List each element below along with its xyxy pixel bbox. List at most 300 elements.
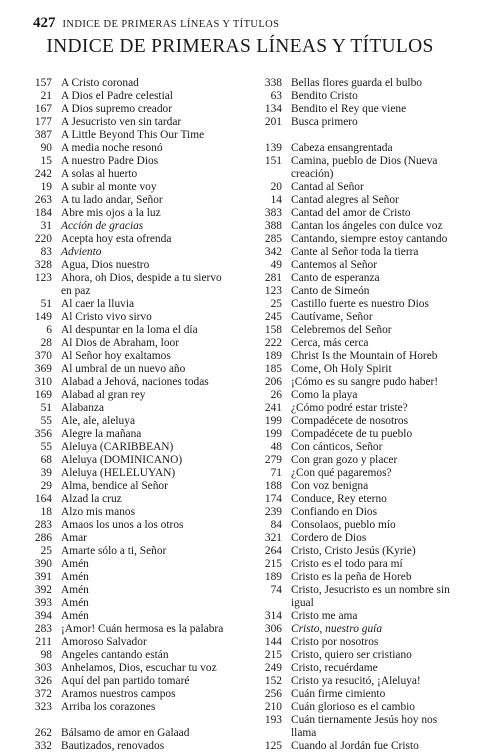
hymn-title: Con gran gozo y placer xyxy=(291,454,398,466)
hymn-title: Alma, bendice al Señor xyxy=(61,480,168,492)
hymn-title: Cristo me ama xyxy=(291,610,358,622)
index-entry xyxy=(252,519,477,532)
index-entry xyxy=(30,285,245,298)
index-entry xyxy=(252,506,477,519)
hymn-title: Cordero de Dios xyxy=(291,532,367,544)
index-entry xyxy=(30,532,245,545)
hymn-title: Aleluya (CARIBBEAN) xyxy=(61,441,174,453)
index-entry xyxy=(252,363,477,376)
index-entry xyxy=(252,584,477,597)
hymn-number: 51 xyxy=(40,298,52,310)
hymn-number: 39 xyxy=(40,467,52,479)
hymn-number: 19 xyxy=(40,181,52,193)
hymn-title: Bautizados, renovados xyxy=(61,740,165,752)
hymn-number: 306 xyxy=(264,623,282,635)
index-column-left xyxy=(30,77,245,753)
hymn-number: 71 xyxy=(270,467,282,479)
hymn-title: Al caer la lluvia xyxy=(61,298,135,310)
hymn-number: 342 xyxy=(264,246,282,258)
hymn-number: 25 xyxy=(40,545,52,557)
hymn-number: 372 xyxy=(34,688,52,700)
index-entry xyxy=(252,116,477,129)
hymn-title: Amaos los unos a los otros xyxy=(61,519,184,531)
hymn-title: Alabanza xyxy=(61,402,105,414)
index-entry xyxy=(252,675,477,688)
index-column-right xyxy=(252,77,477,753)
index-entry xyxy=(252,220,477,233)
hymn-number: 6 xyxy=(46,324,52,336)
hymn-title: ¿Con qué pagaremos? xyxy=(291,467,392,479)
hymn-title: Al Cristo vivo sirvo xyxy=(61,311,152,323)
hymn-title: Aleluya (DOMINICANO) xyxy=(61,454,183,466)
index-entry xyxy=(252,155,477,168)
index-entry xyxy=(30,415,245,428)
hymn-title: Cuán glorioso es el cambio xyxy=(291,701,416,713)
index-entry xyxy=(30,233,245,246)
hymn-title: creación) xyxy=(291,168,334,180)
hymn-number: 152 xyxy=(264,675,282,687)
index-entry xyxy=(30,402,245,415)
hymn-number: 98 xyxy=(40,649,52,661)
index-entry xyxy=(30,662,245,675)
hymn-title: Ale, ale, aleluya xyxy=(61,415,136,427)
hymn-number: 392 xyxy=(34,584,52,596)
hymn-title: A Dios supremo creador xyxy=(61,103,173,115)
index-entry xyxy=(252,259,477,272)
index-entry xyxy=(252,441,477,454)
index-entry xyxy=(30,363,245,376)
index-entry xyxy=(252,701,477,714)
index-entry xyxy=(30,194,245,207)
hymn-number: 239 xyxy=(264,506,282,518)
index-entry xyxy=(252,610,477,623)
hymn-title: A Jesucristo ven sin tardar xyxy=(61,116,182,128)
hymn-title: Amén xyxy=(61,597,89,609)
hymn-title: Con cánticos, Señor xyxy=(291,441,383,453)
index-entry xyxy=(30,740,245,753)
index-entry xyxy=(252,623,477,636)
index-entry xyxy=(252,233,477,246)
section-gap xyxy=(252,129,477,142)
index-entry xyxy=(30,506,245,519)
hymn-number: 26 xyxy=(270,389,282,401)
hymn-title: Cristo, nuestro guía xyxy=(291,623,383,635)
index-entry xyxy=(30,623,245,636)
index-entry xyxy=(30,116,245,129)
hymn-title: Amén xyxy=(61,571,89,583)
index-entry xyxy=(30,298,245,311)
hymn-number: 25 xyxy=(270,298,282,310)
index-entry xyxy=(252,428,477,441)
hymn-title: Al Señor hoy exaltamos xyxy=(61,350,171,362)
hymn-title: Con voz benigna xyxy=(291,480,369,492)
hymn-title: Confiando en Dios xyxy=(291,506,378,518)
index-entry xyxy=(252,714,477,727)
hymn-number: 164 xyxy=(34,493,52,505)
hymn-number: 68 xyxy=(40,454,52,466)
hymn-number: 390 xyxy=(34,558,52,570)
hymn-number: 391 xyxy=(34,571,52,583)
hymn-title: Acepta hoy esta ofrenda xyxy=(61,233,172,245)
hymn-number: 211 xyxy=(35,636,52,648)
hymn-title: Cantad al Señor xyxy=(291,181,364,193)
hymn-title: Al despuntar en la loma el día xyxy=(61,324,198,336)
hymn-title: A Dios el Padre celestial xyxy=(61,90,173,102)
hymn-number: 241 xyxy=(264,402,282,414)
index-entry xyxy=(252,194,477,207)
index-entry xyxy=(252,558,477,571)
hymn-number: 83 xyxy=(40,246,52,258)
hymn-number: 151 xyxy=(264,155,282,167)
hymn-title: igual xyxy=(291,597,314,609)
index-entry xyxy=(252,207,477,220)
hymn-title: Cuando al Jordán fue Cristo xyxy=(291,740,419,752)
hymn-title: Cantando, siempre estoy cantando xyxy=(291,233,448,245)
index-entry xyxy=(252,311,477,324)
index-entry xyxy=(30,441,245,454)
hymn-title: Bendito el Rey que viene xyxy=(291,103,407,115)
index-entry xyxy=(30,701,245,714)
hymn-number: 262 xyxy=(34,727,52,739)
index-entry xyxy=(30,181,245,194)
hymn-number: 328 xyxy=(34,259,52,271)
hymn-number: 167 xyxy=(34,103,52,115)
hymn-number: 20 xyxy=(270,181,282,193)
hymn-number: 249 xyxy=(264,662,282,674)
index-entry xyxy=(30,350,245,363)
hymn-number: 18 xyxy=(40,506,52,518)
hymn-title: Alzad la cruz xyxy=(61,493,122,505)
hymn-title: Aleluya (HELELUYAN) xyxy=(61,467,176,479)
hymn-title: Al Dios de Abraham, loor xyxy=(61,337,179,349)
index-entry xyxy=(252,740,477,753)
index-entry xyxy=(252,688,477,701)
index-entry xyxy=(30,675,245,688)
hymn-number: 263 xyxy=(34,194,52,206)
hymn-number: 215 xyxy=(264,649,282,661)
hymn-title: Arriba los corazones xyxy=(61,701,156,713)
hymn-number: 188 xyxy=(264,480,282,492)
hymn-title: A nuestro Padre Dios xyxy=(61,155,159,167)
hymn-title: Camina, pueblo de Dios (Nueva xyxy=(291,155,438,167)
hymn-title: ¿Cómo podré estar triste? xyxy=(291,402,408,414)
hymn-title: Consolaos, pueblo mío xyxy=(291,519,396,531)
hymn-number: 55 xyxy=(40,441,52,453)
index-entry xyxy=(252,376,477,389)
hymn-title: Bendito Cristo xyxy=(291,90,358,102)
hymn-title: A media noche resonó xyxy=(61,142,163,154)
hymn-title: Castillo fuerte es nuestro Dios xyxy=(291,298,429,310)
hymn-title: Amar xyxy=(61,532,87,544)
index-entry xyxy=(30,610,245,623)
page-title: INDICE DE PRIMERAS LÍNEAS Y TÍTULOS xyxy=(46,36,434,57)
hymn-number: 29 xyxy=(40,480,52,492)
hymn-number: 28 xyxy=(40,337,52,349)
hymn-title: Canto de Simeón xyxy=(291,285,370,297)
hymn-title: Compadécete de nosotros xyxy=(291,415,409,427)
hymn-title: Alabad a Jehová, naciones todas xyxy=(61,376,209,388)
hymn-number: 139 xyxy=(264,142,282,154)
hymn-number: 123 xyxy=(264,285,282,297)
index-entry xyxy=(252,324,477,337)
index-entry xyxy=(30,389,245,402)
hymn-title: Celebremos del Señor xyxy=(291,324,392,336)
hymn-number: 222 xyxy=(264,337,282,349)
hymn-number: 169 xyxy=(34,389,52,401)
index-entry xyxy=(30,454,245,467)
hymn-number xyxy=(252,727,291,740)
hymn-number: 90 xyxy=(40,142,52,154)
hymn-title: Aquí del pan partido tomaré xyxy=(61,675,190,687)
hymn-number xyxy=(252,597,291,610)
hymn-title: A solas al huerto xyxy=(61,168,138,180)
hymn-title: Come, Oh Holy Spirit xyxy=(291,363,392,375)
index-entry xyxy=(30,220,245,233)
hymn-title: Bálsamo de amor en Galaad xyxy=(61,727,190,739)
hymn-number: 323 xyxy=(34,701,52,713)
hymn-number xyxy=(252,168,291,181)
index-entry xyxy=(30,428,245,441)
hymn-title: Amén xyxy=(61,558,89,570)
hymn-number: 369 xyxy=(34,363,52,375)
hymn-title: Alegre la mañana xyxy=(61,428,142,440)
index-entry xyxy=(30,467,245,480)
hymn-number: 286 xyxy=(34,532,52,544)
hymn-number: 84 xyxy=(270,519,282,531)
hymn-title: Aramos nuestros campos xyxy=(61,688,176,700)
hymn-number: 158 xyxy=(264,324,282,336)
hymn-title: Cristo por nosotros xyxy=(291,636,379,648)
hymn-number: 193 xyxy=(264,714,282,726)
hymn-title: Amén xyxy=(61,584,89,596)
index-entry xyxy=(252,350,477,363)
hymn-number: 356 xyxy=(34,428,52,440)
hymn-number: 51 xyxy=(40,402,52,414)
page-number: 427 xyxy=(33,15,56,31)
index-entry xyxy=(30,168,245,181)
index-entry xyxy=(30,90,245,103)
index-entry xyxy=(30,142,245,155)
index-entry xyxy=(30,636,245,649)
index-entry xyxy=(252,532,477,545)
hymn-title: Cristo ya resucitó, ¡Aleluya! xyxy=(291,675,421,687)
hymn-number: 74 xyxy=(270,584,282,596)
hymn-number: 256 xyxy=(264,688,282,700)
index-entry xyxy=(30,103,245,116)
hymn-number: 310 xyxy=(34,376,52,388)
hymn-title: Cristo es el todo para mí xyxy=(291,558,403,570)
hymn-number: 185 xyxy=(264,363,282,375)
hymn-title: Anhelamos, Dios, escuchar tu voz xyxy=(61,662,217,674)
index-entry xyxy=(252,103,477,116)
hymn-number: 321 xyxy=(264,532,282,544)
index-entry xyxy=(30,246,245,259)
index-entry xyxy=(30,545,245,558)
hymn-number: 177 xyxy=(34,116,52,128)
index-entry xyxy=(252,467,477,480)
hymn-title: ¡Amor! Cuán hermosa es la palabra xyxy=(61,623,224,635)
index-entry xyxy=(252,597,477,610)
hymn-number: 264 xyxy=(264,545,282,557)
hymn-number: 303 xyxy=(34,662,52,674)
hymn-number: 149 xyxy=(34,311,52,323)
index-entry xyxy=(30,688,245,701)
hymn-number: 279 xyxy=(264,454,282,466)
index-entry xyxy=(30,77,245,90)
index-entry xyxy=(30,480,245,493)
hymn-title: llama xyxy=(291,727,317,739)
hymn-number: 134 xyxy=(264,103,282,115)
hymn-title: Cantemos al Señor xyxy=(291,259,378,271)
hymn-number: 281 xyxy=(264,272,282,284)
index-entry xyxy=(252,272,477,285)
hymn-number: 14 xyxy=(270,194,282,206)
index-entry xyxy=(252,636,477,649)
index-entry xyxy=(252,493,477,506)
index-entry xyxy=(252,298,477,311)
hymn-number: 189 xyxy=(264,350,282,362)
hymn-title: A tu lado andar, Señor xyxy=(61,194,163,206)
hymn-number: 383 xyxy=(264,207,282,219)
section-gap xyxy=(30,714,245,727)
hymn-number: 370 xyxy=(34,350,52,362)
hymn-number: 144 xyxy=(264,636,282,648)
hymn-title: Cristo, quiero ser cristiano xyxy=(291,649,412,661)
hymn-number: 21 xyxy=(40,90,52,102)
index-entry xyxy=(252,389,477,402)
index-entry xyxy=(30,493,245,506)
index-entry xyxy=(252,402,477,415)
hymn-number: 49 xyxy=(270,259,282,271)
hymn-title: A Cristo coronad xyxy=(61,77,139,89)
hymn-title: Como la playa xyxy=(291,389,358,401)
index-entry xyxy=(30,519,245,532)
hymn-title: Cautívame, Señor xyxy=(291,311,373,323)
hymn-title: A Little Beyond This Our Time xyxy=(61,129,205,141)
index-entry xyxy=(30,597,245,610)
hymn-title: Agua, Dios nuestro xyxy=(61,259,150,271)
hymn-number: 48 xyxy=(270,441,282,453)
hymn-title: Acción de gracias xyxy=(61,220,144,232)
hymn-number: 123 xyxy=(34,272,52,284)
index-entry xyxy=(252,415,477,428)
hymn-title: Cabeza ensangrentada xyxy=(291,142,393,154)
hymn-title: Al umbral de un nuevo año xyxy=(61,363,186,375)
hymn-number: 338 xyxy=(264,77,282,89)
index-entry xyxy=(252,571,477,584)
hymn-title: Cantad del amor de Cristo xyxy=(291,207,411,219)
hymn-number: 201 xyxy=(264,116,282,128)
hymn-title: Cristo, Cristo Jesús (Kyrie) xyxy=(291,545,416,557)
hymn-number: 245 xyxy=(264,311,282,323)
index-entry xyxy=(30,376,245,389)
hymn-title: Amarte sólo a ti, Señor xyxy=(61,545,167,557)
hymn-title: ¡Cómo es su sangre pudo haber! xyxy=(291,376,439,388)
hymn-title: Conduce, Rey eterno xyxy=(291,493,387,505)
index-entry xyxy=(30,571,245,584)
hymn-title: Adviento xyxy=(61,246,102,258)
hymn-number: 314 xyxy=(264,610,282,622)
index-entry xyxy=(252,142,477,155)
index-entry xyxy=(30,207,245,220)
hymn-number: 199 xyxy=(264,428,282,440)
hymn-number: 55 xyxy=(40,415,52,427)
hymn-number: 220 xyxy=(34,233,52,245)
hymn-title: Bellas flores guarda el bulbo xyxy=(291,77,422,89)
hymn-number: 199 xyxy=(264,415,282,427)
hymn-title: Alzo mis manos xyxy=(61,506,136,518)
hymn-title: Cristo, Jesucristo es un nombre sin xyxy=(291,584,450,596)
hymn-number: 189 xyxy=(264,571,282,583)
hymn-number: 206 xyxy=(264,376,282,388)
hymn-title: Busca primero xyxy=(291,116,358,128)
index-entry xyxy=(252,649,477,662)
index-entry xyxy=(30,727,245,740)
hymn-title: Ahora, oh Dios, despide a tu siervo xyxy=(61,272,222,284)
hymn-title: Christ Is the Mountain of Horeb xyxy=(291,350,438,362)
index-entry xyxy=(252,181,477,194)
hymn-title: Cantan los ángeles con dulce voz xyxy=(291,220,443,232)
index-entry xyxy=(252,454,477,467)
hymn-title: Cantad alegres al Señor xyxy=(291,194,399,206)
index-entry xyxy=(252,168,477,181)
hymn-title: Angeles cantando están xyxy=(61,649,169,661)
running-title: INDICE DE PRIMERAS LÍNEAS Y TÍTULOS xyxy=(62,19,280,30)
hymn-title: Cristo, recuérdame xyxy=(291,662,378,674)
hymn-number: 184 xyxy=(34,207,52,219)
index-entry xyxy=(30,558,245,571)
hymn-number: 125 xyxy=(264,740,282,752)
hymn-title: Cuán firme cimiento xyxy=(291,688,386,700)
hymn-number: 174 xyxy=(264,493,282,505)
index-entry xyxy=(252,337,477,350)
index-entry xyxy=(30,259,245,272)
hymn-title: Cante al Señor toda la tierra xyxy=(291,246,419,258)
index-entry xyxy=(252,480,477,493)
index-entry xyxy=(252,662,477,675)
index-entry xyxy=(30,155,245,168)
hymn-title: Cristo es la peña de Horeb xyxy=(291,571,412,583)
hymn-number: 388 xyxy=(264,220,282,232)
index-entry xyxy=(30,649,245,662)
hymn-number: 332 xyxy=(34,740,52,752)
hymn-title: Compadécete de tu pueblo xyxy=(291,428,413,440)
index-entry xyxy=(30,311,245,324)
hymn-number: 393 xyxy=(34,597,52,609)
hymn-number: 31 xyxy=(40,220,52,232)
hymn-title: Amén xyxy=(61,610,89,622)
index-entry xyxy=(30,129,245,142)
hymn-number: 210 xyxy=(264,701,282,713)
index-entry xyxy=(30,337,245,350)
hymn-number: 63 xyxy=(270,90,282,102)
hymn-number: 283 xyxy=(34,519,52,531)
hymn-title: Canto de esperanza xyxy=(291,272,380,284)
hymn-number: 157 xyxy=(34,77,52,89)
hymn-title: Cerca, más cerca xyxy=(291,337,369,349)
index-entry xyxy=(252,246,477,259)
hymn-number xyxy=(30,285,61,298)
index-entry xyxy=(252,545,477,558)
hymn-number: 326 xyxy=(34,675,52,687)
hymn-title: Amoroso Salvador xyxy=(61,636,147,648)
hymn-title: A subir al monte voy xyxy=(61,181,157,193)
hymn-number: 387 xyxy=(34,129,52,141)
hymn-title: Alabad al gran rey xyxy=(61,389,146,401)
index-entry xyxy=(252,285,477,298)
hymn-number: 242 xyxy=(34,168,52,180)
index-entry xyxy=(30,584,245,597)
